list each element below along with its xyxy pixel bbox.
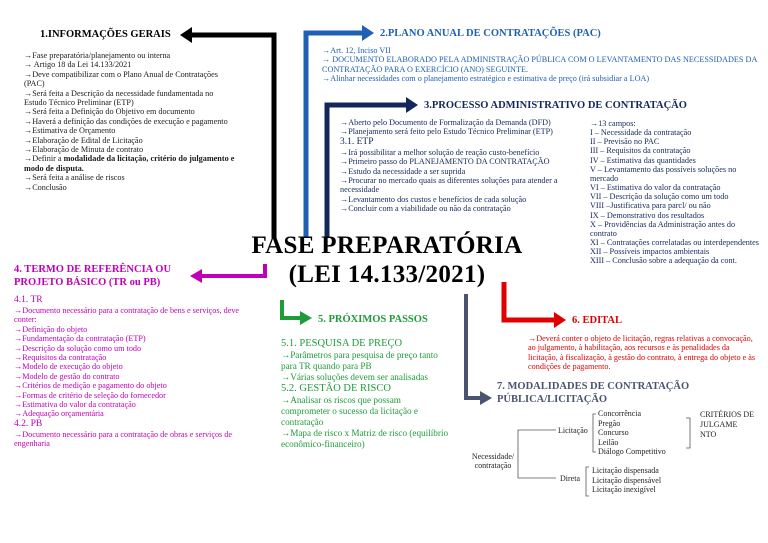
campo-item: VIII –Justificativa para parcl/ ou não [590,201,711,211]
tr-item: →Critérios de medição e pagamento do objeto [14,381,167,391]
section1-item: →Será feita a análise de riscos [24,173,125,183]
etp-item: →Estudo da necessidade a ser suprida [340,166,466,176]
tr-item: →Formas de critério de seleção do fornecedor [14,390,166,400]
tr-item: →Documento necessário para a contratação de bens e serviços, deve conter: [14,306,240,325]
pb-title: 4.2. PB [14,418,43,429]
campo-item: I – Necessidade da contratação [590,128,692,138]
tr-item: →Modelo de gestão do contrato [14,371,120,381]
section1-item: →Estimativa de Orçamento [24,126,116,136]
pesquisa-preco-title: 5.1. PESQUISA DE PREÇO [281,338,403,349]
arrowhead-plano-anual [362,25,374,41]
section1-item: →Deve compatibilizar com o Plano Anual de Contratações (PAC) [24,69,218,89]
center-title [238,231,536,289]
section1-item-bold-text: modalidade da licitação, critério do julgamento e modo de disputa. [24,154,235,173]
section6-text: →Deverá conter o objeto de licitação, regras relativas a convocação, ao julgamento, à habilitação, aos recursos e às penalidades da licitação, à fiscalização, à gestão do contrato, à entrega do objeto e às condições de pagamento. [528,334,756,372]
tr-item: →Estimativa do valor da contratação [14,400,136,410]
campo-item: IX – Demonstrativo dos resultados [590,210,705,220]
gestao-risco-item: →Mapa de risco x Matriz de risco (equilíbrio econômico-financeiro) [281,428,449,449]
section4-title-line1: 4. TERMO DE REFERÊNCIA OU [14,264,172,275]
tr-item: →Adequação orçamentária [14,409,104,419]
arrowhead-edital [554,312,566,328]
section2-title: 2.PLANO ANUAL DE CONTRATAÇÕES (PAC) [380,28,601,39]
section4-list [14,295,254,449]
campo-item: III – Requisitos da contratação [590,146,691,156]
section7-title [497,380,689,406]
etp-title: 3.1. ETP [340,136,374,147]
section4-title [14,263,171,289]
direta-item: Licitação dispensável [592,475,662,485]
section2-item: →Alinhar necessidades com o planejamento estratégico e estimativa de preço (irá subsidiar a LOA) [322,74,650,84]
section4-title-line2: PROJETO BÁSICO (TR ou PB) [14,277,161,288]
gestao-risco-title: 5.2. GESTÃO DE RISCO [281,383,391,394]
tree-root: Necessidade/ contratação [471,452,515,471]
campo-item: V – Levantamento das possíveis soluções no mercado [590,164,737,183]
section3-title: 3.PROCESSO ADMINISTRATIVO DE CONTRATAÇÃO [424,100,687,111]
section1-item: →Será feita a Descrição da necessidade fundamentada no Estudo Técnico Preliminar (ETP) [24,88,214,108]
etp-item: →Levantamento dos custos e benefícios de cada solução [340,194,527,204]
etp-item: →Irá possibilitar a melhor solução de reação custo-benefício [340,147,540,157]
licitacao-modalidades [598,409,666,457]
direta-tipos [592,466,661,495]
tree-licitacao: Licitação [558,426,588,435]
tr-item: →Fundamentação da contratação (ETP) [14,334,146,344]
section1-item: →Haverá a definição das condições de execução e pagamento [24,116,228,126]
section1-item-prefix: →Definir a [24,154,64,164]
campo-item: IV – Estimativa das quantidades [590,155,696,165]
section1-list [24,51,236,192]
tree-direta: Direta [560,474,580,483]
direta-item: Licitação dispensada [592,466,659,475]
modalidade-item: Pregão [598,418,621,428]
section1-title: 1.INFORMAÇÕES GERAIS [40,29,171,40]
arrow-proximos-passos [282,300,300,318]
pesquisa-preco-item: →Parâmetros para pesquisa de preço tanto para TR quando para PB [281,350,438,371]
campo-item: XI – Contratações correlatadas ou interdependentes [590,238,759,248]
section7-title-line2: PÚBLICA/LICITAÇÃO [497,394,608,405]
section1-item-bold [24,154,236,173]
modalidade-item: Diálogo Competitivo [598,447,666,456]
center-title-line1: FASE PREPARATÓRIA [251,232,523,259]
etp-item: →Concluir com a viabilidade ou não da contratação [340,204,511,214]
section2-item: →Art. 12, Inciso VII [322,46,391,55]
section5-list [281,338,449,450]
section1-item: → Artigo 18 da Lei 14.133/2021 [24,60,132,70]
tr-item: →Requisitos da contratação [14,353,107,363]
modalidade-item: Leilão [598,437,619,447]
arrowhead-termo-referencia [190,269,202,283]
section1-item: →Conclusão [24,182,67,192]
campo-item: XII – Possíveis impactos ambientais [590,247,710,257]
pesquisa-preco-item: →Várias soluções devem ser analisadas [281,372,428,382]
gestao-risco-item: →Analisar os riscos que possam comprometer o sucesso da licitação e contratação [281,395,418,427]
pb-item: →Documento necessário para a contratação de obras e serviços de engenharia [14,429,233,449]
etp-campos-list [590,119,762,266]
campo-item: →13 campos: [590,119,636,128]
section1-item: →Elaboração de Edital de Licitação [24,135,143,145]
section3-item: →Aberto pelo Documento de Formalização da Demanda (DFD) [340,118,551,127]
direta-item: Licitação inexigível [592,485,656,494]
center-title-line2: (LEI 14.133/2021) [288,261,486,288]
section5-title: 5. PRÓXIMOS PASSOS [318,314,428,325]
etp-item: →Primeiro passo do PLANEJAMENTO DA CONTRATAÇÃO [340,157,550,167]
arrowhead-informacoes-gerais [180,27,192,43]
tr-item: →Definição do objeto [14,324,88,334]
section1-item: →Elaboração de Minuta de contrato [24,145,144,155]
campo-item: XIII – Conclusão sobre a adequação da cont. [590,256,737,266]
section6-title: 6. EDITAL [572,315,622,326]
criterios-julgamento: CRITÉRIOS DE JULGAME NTO [700,410,754,439]
campo-item: II – Previsão no PAC [590,137,660,147]
arrowhead-processo-admin [406,97,418,113]
campo-item: VI – Estimativa do valor da contratação [590,183,721,193]
modalidade-item: Concorrência [598,409,642,418]
campo-item: VII – Descrição da solução como um todo [590,192,729,202]
etp-item: →Procurar no mercado quais as diferentes soluções para atender a necessidade [340,176,558,195]
tr-item: →Modelo de execução do objeto [14,362,123,372]
section2-list [322,46,762,84]
section3-item: →Planejamento será feito pelo Estudo Técnico Preliminar (ETP) [340,127,553,137]
arrow-modalidades [466,294,480,398]
section7-title-line1: 7. MODALIDADES DE CONTRATAÇÃO [497,381,690,392]
section1-item: →Fase preparatória/planejamento ou interna [24,51,171,60]
section2-item: → DOCUMENTO ELABORADO PELA ADMINISTRAÇÃO PÚBLICA COM O LEVANTAMENTO DAS NECESSIDADES DA CONTRATAÇÃO PARA O EXERCÍCIO (ANO) SEGUINTE. [322,55,757,74]
campo-item: X – Providências da Administração antes do contrato [590,219,736,238]
arrowhead-proximos-passos [300,311,312,325]
tr-item: →Descrição da solução como um todo [14,343,142,353]
section1-item: →Será feita a Definição do Objetivo em documento [24,107,195,117]
tr-title: 4.1. TR [14,295,43,305]
section3-list [340,118,586,214]
arrowhead-modalidades [480,391,492,405]
modalidade-item: Concurso [598,428,629,437]
